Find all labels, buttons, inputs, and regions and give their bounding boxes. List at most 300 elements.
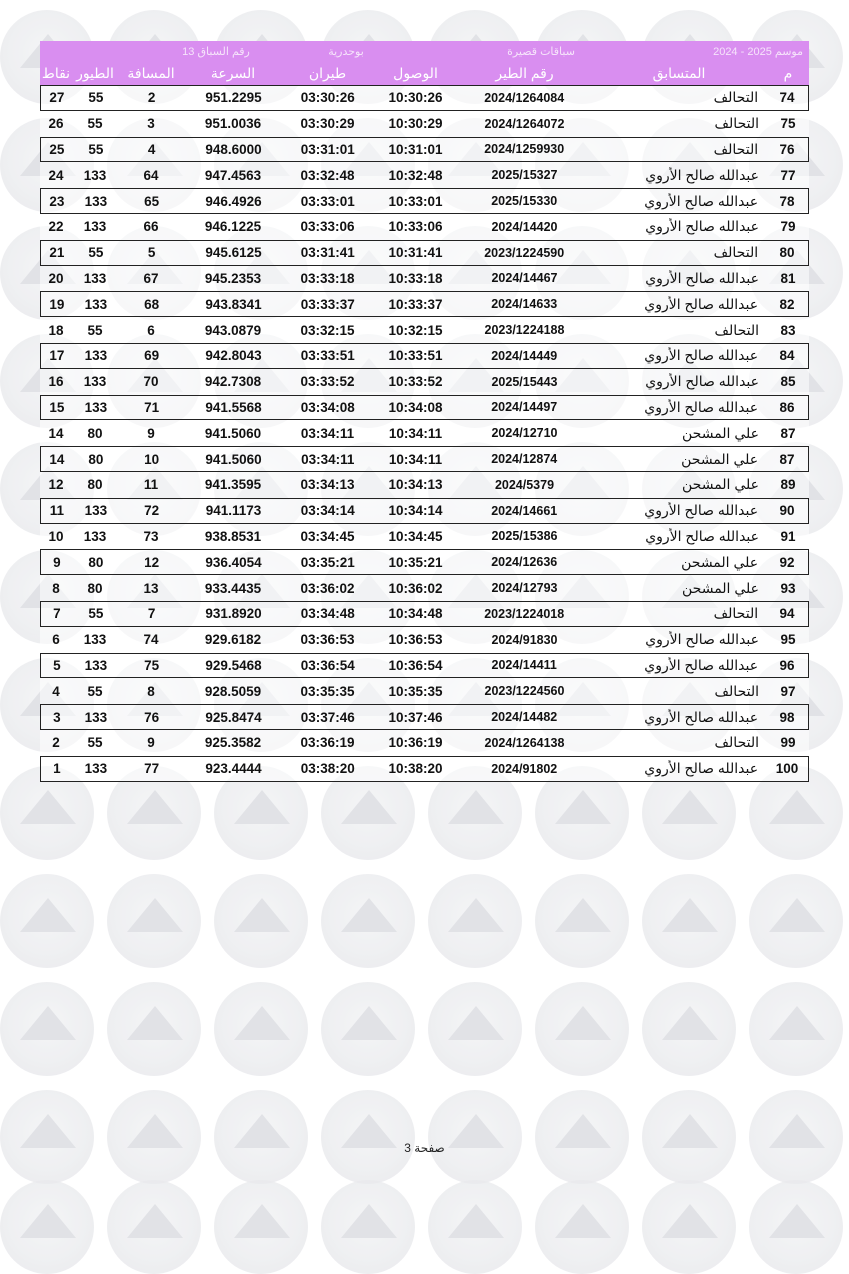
cell-name: التحالف [714, 682, 759, 699]
cell-flight-time: 03:33:18 [300, 270, 355, 286]
cell-arrival: 10:33:51 [388, 348, 443, 364]
cell-speed: 941.5568 [205, 399, 262, 415]
cell-flight-time: 03:32:48 [300, 167, 355, 183]
table-row [40, 343, 809, 369]
cell-name: عبدالله صالح الأروي [644, 295, 759, 312]
cell-distance: 2 [147, 90, 156, 106]
cell-birds: 80 [88, 554, 104, 570]
cell-points: 14 [48, 425, 64, 441]
cell-arrival: 10:30:29 [388, 116, 443, 132]
cell-arrival: 10:36:19 [388, 735, 443, 751]
table-row [40, 420, 809, 446]
cell-flight-time: 03:38:20 [300, 761, 355, 777]
cell-name: عبدالله صالح الأروي [645, 218, 759, 235]
cell-flight-time: 03:36:19 [300, 735, 355, 751]
cell-rank: 81 [780, 270, 796, 286]
cell-distance: 9 [147, 735, 155, 751]
cell-birds: 133 [84, 709, 108, 725]
cell-points: 7 [53, 606, 61, 622]
cell-flight-time: 03:34:08 [300, 399, 355, 415]
cell-flight-time: 03:37:46 [300, 709, 355, 725]
cell-flight-time: 03:34:45 [300, 528, 355, 544]
cell-flight-time: 03:34:14 [300, 503, 355, 519]
cell-arrival: 10:36:53 [388, 632, 443, 648]
cell-speed: 945.6125 [205, 245, 262, 261]
cell-name: عبدالله صالح الأروي [644, 760, 759, 777]
cell-name: عبدالله صالح الأروي [644, 192, 759, 209]
table-row [40, 395, 809, 421]
cell-birds: 133 [83, 219, 107, 235]
cell-name: التحالف [714, 734, 759, 751]
cell-distance: 64 [143, 167, 159, 183]
cell-ring-number: 2024/1259930 [484, 142, 565, 157]
cell-birds: 133 [84, 657, 108, 673]
cell-rank: 87 [780, 425, 796, 441]
cell-points: 26 [48, 116, 64, 132]
table-row [40, 162, 809, 188]
watermark-logo-icon [428, 982, 522, 1076]
cell-arrival: 10:33:37 [388, 296, 443, 312]
cell-ring-number: 2024/12793 [491, 581, 558, 596]
watermark-logo-icon [0, 982, 94, 1076]
watermark-logo-icon [321, 874, 415, 968]
cell-name: عبدالله صالح الأروي [644, 347, 759, 364]
cell-rank: 82 [779, 296, 795, 312]
cell-distance: 75 [144, 657, 160, 673]
cell-name: عبدالله صالح الأروي [645, 166, 759, 183]
table-row [40, 704, 809, 730]
cell-name: التحالف [713, 244, 759, 261]
cell-arrival: 10:33:18 [388, 270, 443, 286]
cell-ring-number: 2023/1224018 [484, 606, 565, 621]
cell-points: 9 [53, 554, 61, 570]
cell-speed: 925.3582 [204, 735, 262, 751]
col-header-speed: السرعة [210, 64, 256, 81]
cell-rank: 89 [780, 477, 796, 493]
watermark-logo-icon [107, 982, 201, 1076]
cell-flight-time: 03:32:15 [300, 322, 355, 338]
watermark-logo-icon [214, 1180, 308, 1274]
cell-speed: 946.4926 [205, 193, 262, 209]
watermark-logo-icon [107, 1090, 201, 1184]
watermark-logo-icon [535, 1180, 629, 1274]
watermark-logo-icon [107, 874, 201, 968]
cell-name: علي المشحن [681, 450, 759, 467]
col-header-ring: رقم الطير [495, 64, 554, 81]
watermark-logo-icon [642, 874, 736, 968]
cell-ring-number: 2025/15386 [491, 529, 558, 544]
cell-flight-time: 03:35:35 [300, 683, 355, 699]
cell-distance: 7 [147, 606, 156, 622]
cell-flight-time: 03:33:01 [300, 193, 355, 209]
table-row [40, 653, 809, 679]
cell-ring-number: 2024/14497 [491, 400, 558, 415]
cell-ring-number: 2023/1224560 [484, 684, 565, 699]
col-header-birds: الطيور [76, 64, 114, 81]
cell-arrival: 10:38:20 [388, 761, 443, 777]
table-row [40, 266, 809, 292]
cell-ring-number: 2024/12636 [491, 555, 558, 570]
cell-rank: 90 [779, 503, 795, 519]
table-row [40, 730, 809, 756]
table-row [40, 240, 809, 266]
table-row [40, 137, 809, 163]
watermark-logo-icon [535, 1090, 629, 1184]
cell-rank: 93 [780, 580, 796, 596]
cell-ring-number: 2024/1264084 [484, 90, 565, 105]
watermark-logo-icon [107, 1180, 201, 1274]
cell-speed: 941.3595 [204, 477, 262, 493]
watermark-logo-icon [428, 1090, 522, 1184]
watermark-logo-icon [642, 1090, 736, 1184]
cell-flight-time: 03:31:41 [300, 245, 355, 261]
cell-flight-time: 03:34:11 [300, 425, 355, 441]
cell-rank: 78 [779, 193, 795, 209]
cell-ring-number: 2024/14449 [491, 348, 558, 363]
cell-rank: 76 [779, 141, 795, 157]
cell-birds: 55 [88, 141, 104, 157]
cell-rank: 100 [775, 761, 799, 777]
cell-ring-number: 2024/91802 [491, 761, 558, 776]
cell-distance: 65 [144, 193, 160, 209]
cell-rank: 77 [780, 167, 796, 183]
cell-distance: 76 [144, 709, 160, 725]
watermark-logo-icon [214, 1090, 308, 1184]
cell-birds: 55 [87, 116, 103, 132]
cell-speed: 945.2353 [204, 270, 262, 286]
header-info-bar [40, 41, 809, 61]
cell-distance: 73 [143, 528, 159, 544]
table-row [40, 575, 809, 601]
cell-flight-time: 03:36:02 [300, 580, 355, 596]
cell-speed: 933.4435 [204, 580, 262, 596]
column-header-row [40, 61, 809, 85]
cell-speed: 943.0879 [204, 322, 262, 338]
cell-name: علي المشحن [681, 553, 759, 570]
table-row [40, 549, 809, 575]
cell-arrival: 10:30:26 [388, 90, 443, 106]
cell-speed: 951.2295 [205, 90, 262, 106]
col-header-arrival: الوصول [393, 64, 438, 81]
race-type-label: سباقات قصيرة [507, 45, 575, 58]
cell-points: 14 [49, 451, 65, 467]
cell-birds: 133 [84, 193, 108, 209]
cell-points: 8 [52, 580, 60, 596]
cell-arrival: 10:35:21 [388, 554, 443, 570]
watermark-logo-icon [0, 1090, 94, 1184]
cell-distance: 6 [147, 322, 155, 338]
watermark-logo-icon [749, 874, 843, 968]
col-header-flight: طيران [308, 64, 347, 81]
cell-birds: 55 [88, 90, 104, 106]
table-row [40, 446, 809, 472]
cell-ring-number: 2024/14633 [491, 297, 558, 312]
cell-arrival: 10:31:41 [388, 245, 443, 261]
table-row [40, 214, 809, 240]
cell-speed: 947.4563 [204, 167, 262, 183]
cell-speed: 942.8043 [205, 348, 262, 364]
cell-speed: 941.5060 [204, 425, 262, 441]
table-row [40, 369, 809, 395]
cell-name: عبدالله صالح الأروي [644, 708, 759, 725]
cell-distance: 3 [147, 116, 155, 132]
cell-birds: 133 [84, 761, 108, 777]
cell-birds: 133 [84, 296, 108, 312]
cell-arrival: 10:34:48 [388, 606, 443, 622]
cell-arrival: 10:36:02 [388, 580, 443, 596]
cell-name: عبدالله صالح الأروي [644, 656, 759, 673]
race-number-label: رقم السباق 13 [182, 45, 250, 58]
cell-speed: 925.8474 [205, 709, 262, 725]
watermark-logo-icon [428, 874, 522, 968]
cell-name: عبدالله صالح الأروي [644, 398, 759, 415]
cell-speed: 946.1225 [204, 219, 262, 235]
cell-points: 22 [48, 219, 64, 235]
watermark-logo-icon [749, 982, 843, 1076]
watermark-logo-icon [749, 1090, 843, 1184]
cell-points: 27 [49, 90, 65, 106]
cell-name: علي المشحن [682, 579, 759, 596]
cell-birds: 80 [87, 477, 103, 493]
cell-speed: 941.1173 [205, 503, 262, 519]
cell-rank: 83 [780, 322, 796, 338]
cell-distance: 72 [144, 503, 160, 519]
cell-distance: 5 [147, 245, 156, 261]
watermark-logo-icon [214, 874, 308, 968]
cell-points: 2 [52, 735, 60, 751]
table-row [40, 472, 809, 498]
table-row [40, 111, 809, 137]
cell-points: 20 [48, 270, 64, 286]
cell-arrival: 10:31:01 [388, 141, 443, 157]
cell-distance: 74 [143, 632, 159, 648]
cell-distance: 12 [144, 554, 160, 570]
cell-points: 6 [52, 632, 60, 648]
cell-ring-number: 2024/1264072 [484, 116, 565, 131]
cell-rank: 86 [779, 399, 795, 415]
cell-ring-number: 2024/14411 [491, 658, 557, 673]
cell-name: التحالف [713, 89, 759, 106]
cell-rank: 97 [780, 683, 796, 699]
cell-speed: 948.6000 [205, 141, 262, 157]
cell-flight-time: 03:36:53 [300, 632, 355, 648]
season-label: موسم 2025 - 2024 [713, 45, 803, 58]
cell-name: عبدالله صالح الأروي [644, 502, 759, 519]
cell-name: عبدالله صالح الأروي [645, 269, 759, 286]
cell-flight-time: 03:30:29 [300, 116, 355, 132]
cell-birds: 55 [87, 735, 103, 751]
cell-distance: 10 [144, 451, 160, 467]
watermark-logo-icon [0, 874, 94, 968]
table-row [40, 627, 809, 653]
cell-flight-time: 03:33:52 [300, 374, 355, 390]
cell-rank: 79 [780, 219, 796, 235]
cell-ring-number: 2024/12874 [491, 452, 558, 467]
cell-arrival: 10:34:11 [388, 425, 443, 441]
table-row [40, 85, 809, 111]
cell-rank: 87 [779, 451, 795, 467]
cell-distance: 70 [143, 374, 159, 390]
cell-ring-number: 2023/1224590 [484, 245, 565, 260]
cell-rank: 94 [779, 606, 795, 622]
cell-birds: 80 [87, 425, 103, 441]
cell-rank: 74 [779, 90, 795, 106]
cell-birds: 133 [84, 348, 108, 364]
cell-distance: 66 [143, 219, 159, 235]
cell-rank: 95 [780, 632, 796, 648]
cell-ring-number: 2024/14482 [491, 710, 558, 725]
cell-birds: 55 [88, 245, 104, 261]
cell-speed: 938.8531 [204, 528, 262, 544]
cell-arrival: 10:36:54 [388, 657, 443, 673]
cell-birds: 80 [87, 580, 103, 596]
cell-points: 10 [48, 528, 64, 544]
cell-arrival: 10:32:15 [388, 322, 443, 338]
watermark-logo-icon [428, 1180, 522, 1274]
cell-points: 25 [49, 141, 65, 157]
cell-points: 4 [52, 683, 60, 699]
table-row [40, 756, 809, 782]
cell-name: عبدالله صالح الأروي [645, 527, 759, 544]
cell-flight-time: 03:33:37 [300, 296, 355, 312]
cell-distance: 67 [143, 270, 159, 286]
watermark-logo-icon [642, 982, 736, 1076]
cell-points: 12 [48, 477, 64, 493]
cell-birds: 133 [83, 632, 107, 648]
cell-name: عبدالله صالح الأروي [645, 373, 759, 390]
cell-speed: 929.5468 [205, 657, 262, 673]
cell-arrival: 10:33:01 [388, 193, 443, 209]
cell-birds: 80 [88, 451, 104, 467]
watermark-logo-icon [214, 982, 308, 1076]
cell-birds: 133 [83, 528, 107, 544]
cell-flight-time: 03:34:11 [301, 451, 355, 467]
cell-ring-number: 2024/5379 [494, 477, 555, 492]
page-number: صفحة 3 [404, 1141, 445, 1155]
cell-name: التحالف [714, 115, 759, 132]
table-row [40, 601, 809, 627]
cell-flight-time: 03:33:51 [300, 348, 355, 364]
cell-points: 16 [48, 374, 64, 390]
cell-arrival: 10:34:14 [388, 503, 443, 519]
watermark-logo-icon [535, 874, 629, 968]
cell-distance: 11 [143, 477, 159, 493]
cell-flight-time: 03:33:06 [300, 219, 355, 235]
cell-birds: 133 [83, 167, 107, 183]
results-table [40, 41, 809, 782]
cell-distance: 8 [147, 683, 155, 699]
cell-flight-time: 03:34:48 [300, 606, 355, 622]
cell-points: 18 [48, 322, 64, 338]
cell-flight-time: 03:34:13 [300, 477, 355, 493]
cell-points: 1 [53, 761, 61, 777]
watermark-logo-icon [0, 1180, 94, 1274]
cell-name: علي المشحن [682, 424, 759, 441]
cell-rank: 98 [779, 709, 795, 725]
cell-ring-number: 2024/12710 [491, 426, 558, 441]
cell-rank: 99 [780, 735, 796, 751]
cell-flight-time: 03:30:26 [300, 90, 355, 106]
cell-flight-time: 03:35:21 [300, 554, 355, 570]
cell-ring-number: 2024/91830 [491, 632, 558, 647]
cell-speed: 943.8341 [205, 296, 262, 312]
cell-points: 17 [49, 348, 65, 364]
cell-distance: 4 [147, 141, 156, 157]
cell-arrival: 10:32:48 [388, 167, 443, 183]
cell-points: 19 [49, 296, 65, 312]
watermark-logo-icon [321, 1180, 415, 1274]
cell-speed: 936.4054 [205, 554, 262, 570]
cell-name: التحالف [713, 605, 759, 622]
cell-name: التحالف [714, 321, 759, 338]
watermark-logo-icon [535, 982, 629, 1076]
cell-rank: 80 [779, 245, 795, 261]
table-row [40, 317, 809, 343]
cell-ring-number: 2024/14661 [491, 503, 558, 518]
cell-rank: 75 [780, 116, 796, 132]
cell-speed: 931.8920 [205, 606, 262, 622]
cell-ring-number: 2024/1264138 [484, 735, 565, 750]
col-header-distance: المسافة [127, 64, 175, 81]
cell-birds: 133 [84, 503, 108, 519]
watermark-logo-icon [321, 982, 415, 1076]
cell-points: 11 [49, 503, 65, 519]
cell-distance: 69 [144, 348, 160, 364]
cell-rank: 96 [779, 657, 795, 673]
cell-speed: 942.7308 [204, 374, 262, 390]
cell-arrival: 10:34:13 [388, 477, 443, 493]
cell-ring-number: 2025/15443 [491, 374, 558, 389]
cell-arrival: 10:37:46 [388, 709, 443, 725]
watermark-logo-icon [321, 1090, 415, 1184]
cell-birds: 55 [87, 683, 103, 699]
cell-points: 5 [53, 657, 61, 673]
cell-ring-number: 2025/15330 [491, 194, 558, 209]
cell-rank: 91 [780, 528, 796, 544]
cell-points: 21 [49, 245, 65, 261]
cell-points: 24 [48, 167, 64, 183]
cell-birds: 133 [83, 270, 107, 286]
cell-rank: 85 [780, 374, 796, 390]
cell-points: 3 [53, 709, 61, 725]
cell-rank: 92 [779, 554, 795, 570]
cell-flight-time: 03:36:54 [300, 657, 355, 673]
cell-arrival: 10:34:08 [388, 399, 443, 415]
cell-arrival: 10:33:06 [388, 219, 443, 235]
location-label: بوحدرية [328, 45, 364, 58]
cell-flight-time: 03:31:01 [300, 141, 355, 157]
cell-distance: 68 [144, 296, 160, 312]
cell-rank: 84 [779, 348, 795, 364]
cell-birds: 55 [88, 606, 104, 622]
col-header-points: نقاط [41, 64, 71, 81]
cell-birds: 55 [87, 322, 103, 338]
table-row [40, 678, 809, 704]
cell-ring-number: 2023/1224188 [484, 323, 565, 338]
cell-name: التحالف [713, 140, 759, 157]
table-row [40, 188, 809, 214]
cell-arrival: 10:35:35 [388, 683, 443, 699]
cell-speed: 923.4444 [205, 761, 262, 777]
cell-arrival: 10:33:52 [388, 374, 443, 390]
cell-distance: 77 [144, 761, 160, 777]
cell-arrival: 10:34:45 [388, 528, 443, 544]
cell-name: علي المشحن [682, 476, 759, 493]
cell-distance: 71 [144, 399, 160, 415]
col-header-rank: م [783, 64, 793, 81]
cell-points: 15 [49, 399, 65, 415]
cell-ring-number: 2024/14420 [491, 219, 558, 234]
